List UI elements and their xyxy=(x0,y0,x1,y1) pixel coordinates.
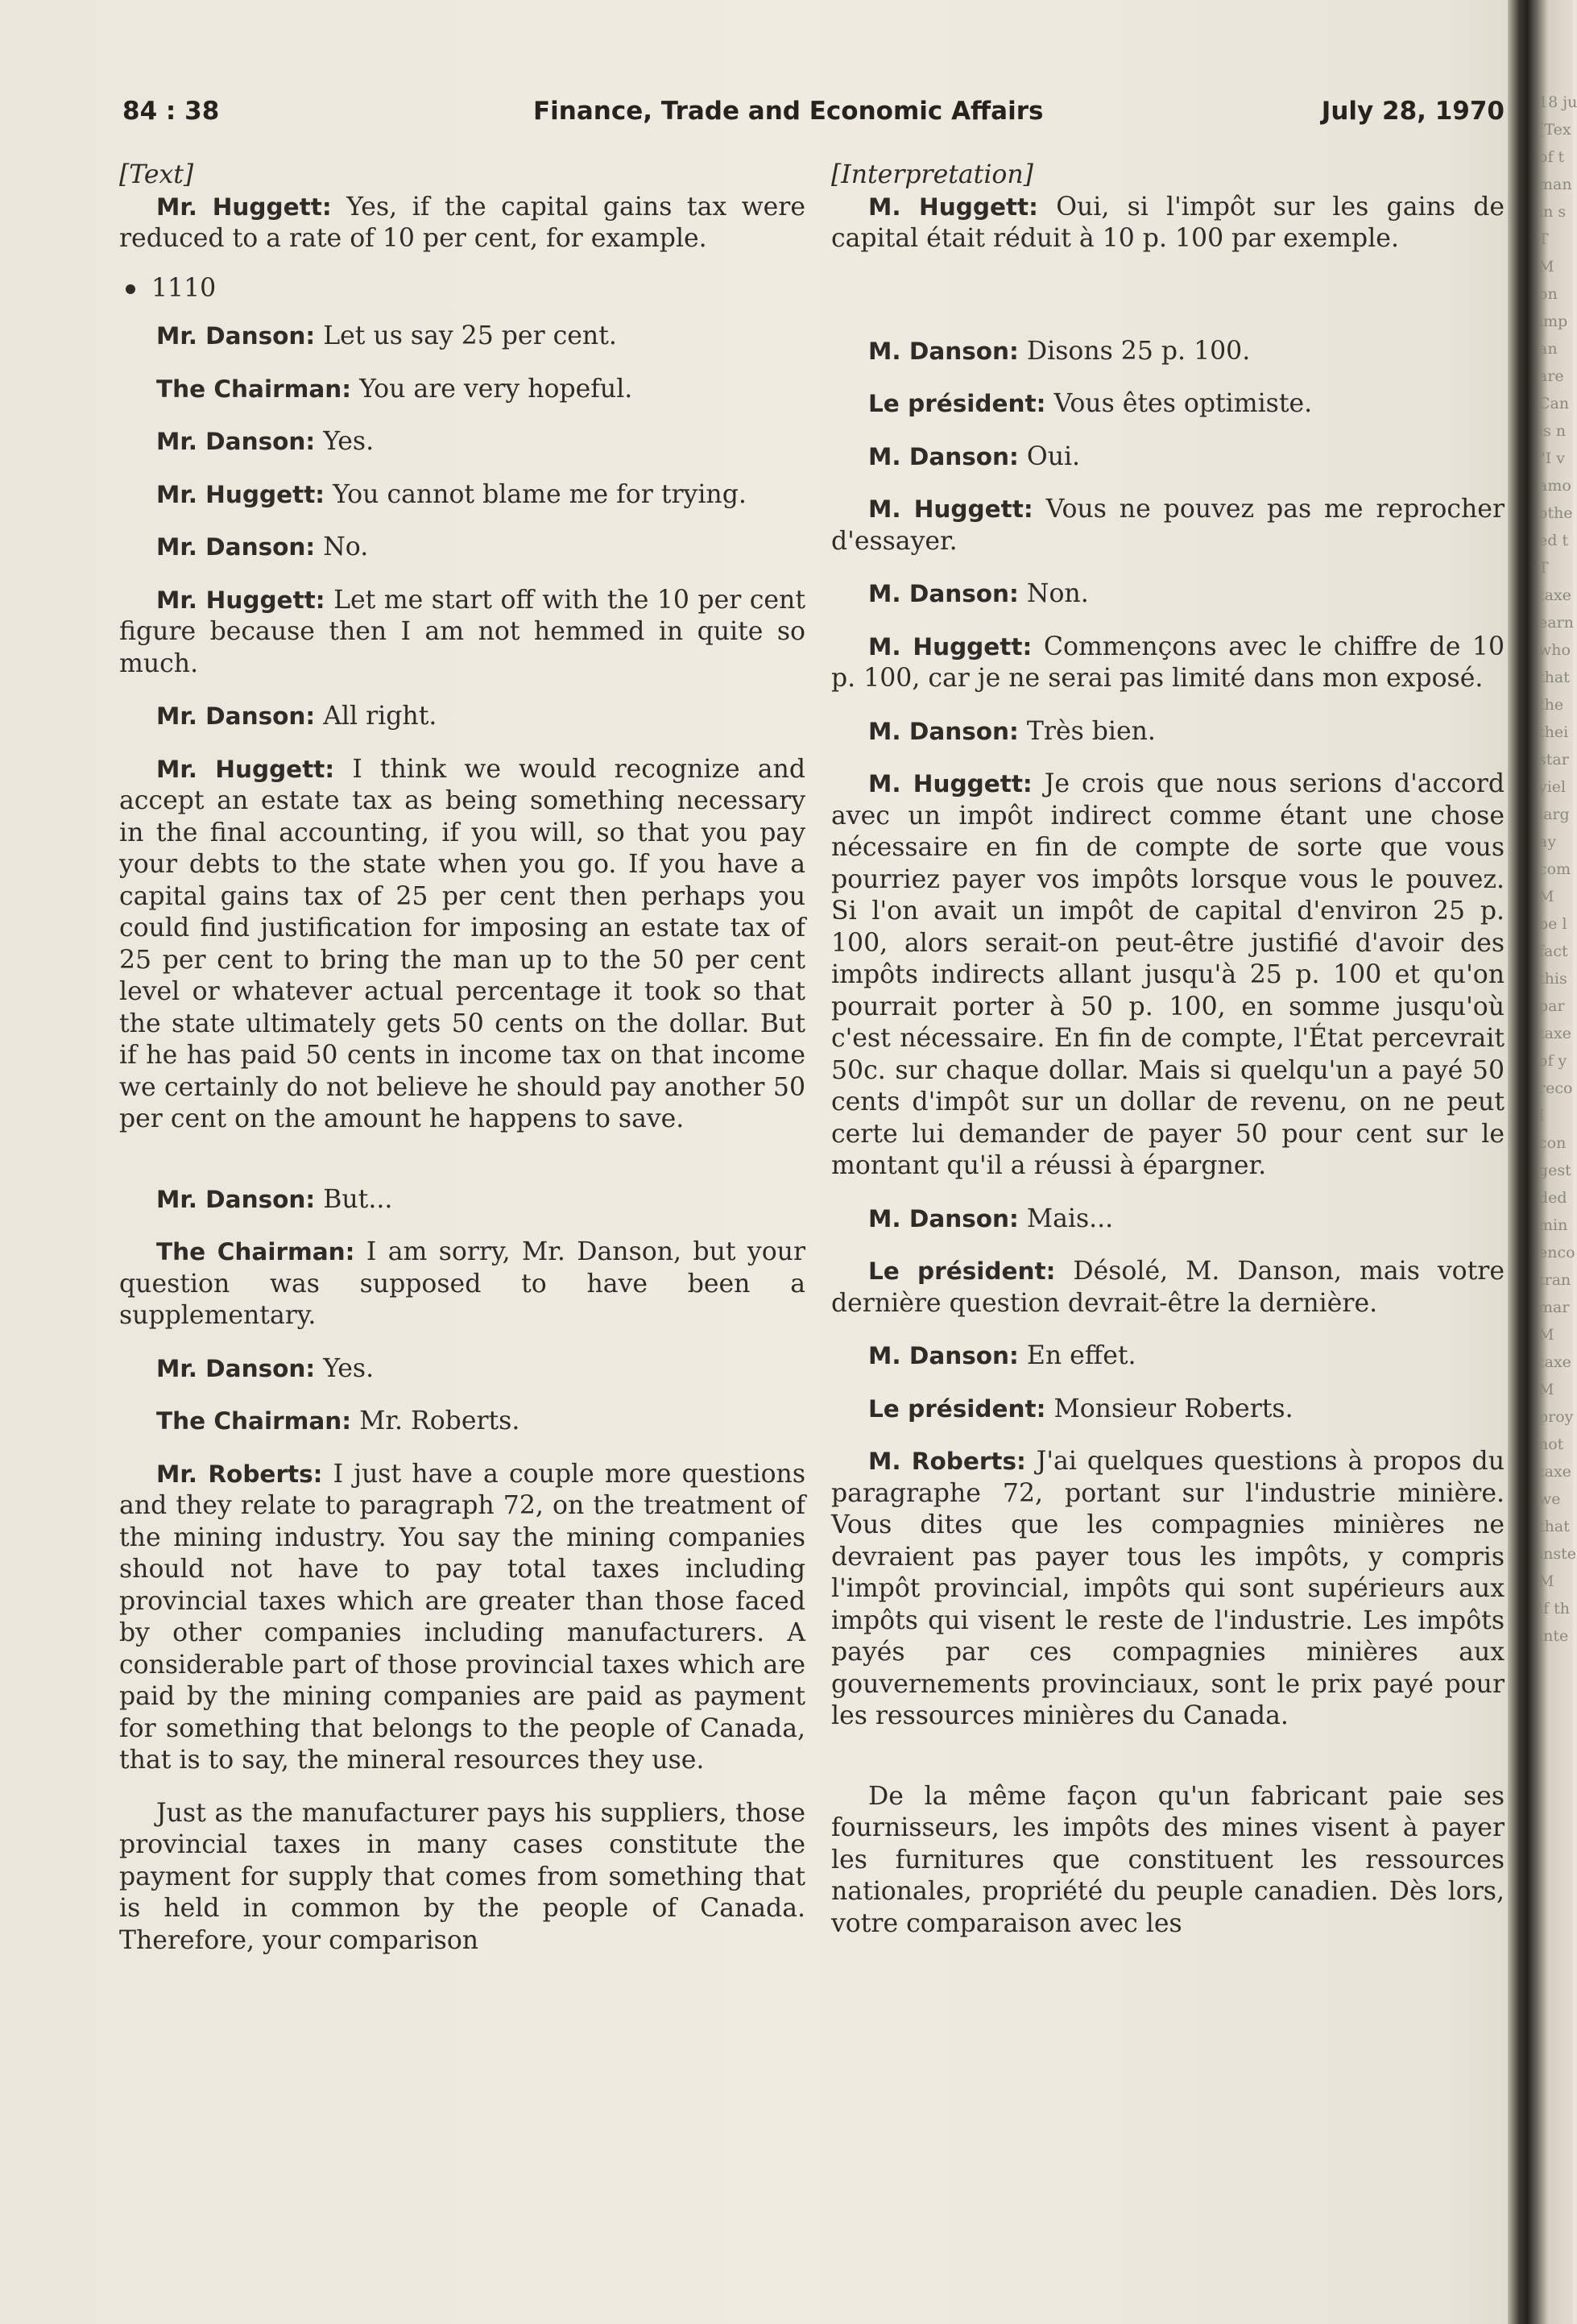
speaker: Mr. Danson: xyxy=(156,428,316,455)
bleed-fragment: this xyxy=(1538,970,1567,988)
paragraph xyxy=(119,479,805,512)
paragraph xyxy=(831,632,1505,695)
bleed-fragment: reco xyxy=(1538,1079,1573,1097)
bleed-fragment: M xyxy=(1538,1381,1554,1398)
bleed-fragment: enco xyxy=(1538,1244,1575,1261)
paragraph xyxy=(119,1798,805,1957)
speaker: Le président: xyxy=(868,1257,1056,1285)
statement: En effet. xyxy=(1026,1341,1136,1370)
statement: Désolé, M. Danson, mais votre dernière question devrait-être la dernière. xyxy=(831,1257,1505,1318)
bleed-fragment: proy xyxy=(1538,1408,1574,1426)
french-column xyxy=(831,159,1505,1940)
speaker: M. Danson: xyxy=(868,337,1019,365)
publication-title: Finance, Trade and Economic Affairs xyxy=(533,97,1044,126)
speaker: Mr. Danson: xyxy=(156,1354,316,1382)
speaker: The Chairman: xyxy=(156,1407,352,1435)
statement: You cannot blame me for trying. xyxy=(333,479,747,509)
speaker: The Chairman: xyxy=(156,1238,355,1266)
statement: Oui, si l'impôt sur les gains de capital était réduit à 10 p. 100 par exemple. xyxy=(831,192,1505,253)
bleed-fragment: the xyxy=(1538,696,1564,714)
statement: Je crois que nous serions d'accord avec un impôt indirect comme étant une chose nécessaire en fin de compte de sorte que vous pourriez payer vos impôts lorsque vous le pouvez. Si l'on avait un impôt de capital d'environ 25 p. 100, alors serait-on peut-être justifié d'avoir des impôts indirects allant jusqu'à 25 p. 100 et qu'on pourrait porter à 50 p. 100, en somme jusqu'où c'est nécessaire. En fin de compte, l'État percevrait 50c. sur chaque dollar. Mais si quelqu'un a payé 50 cents d'impôt sur un dollar de revenu, on ne peut certe lui demander de payer 50 pour cent sur le montant qu'il a réussi à épargner. xyxy=(831,769,1505,1180)
bleed-fragment: amo xyxy=(1538,477,1571,495)
statement: Vous ne pouvez pas me reprocher d'essayer. xyxy=(831,495,1505,556)
bleed-fragment: imp xyxy=(1538,313,1568,330)
statement: I am sorry, Mr. Danson, but your question was supposed to have been a supplementary. xyxy=(119,1237,806,1330)
paragraph xyxy=(831,768,1505,1183)
column-label: [Interpretation] xyxy=(831,160,1033,189)
bleed-fragment: ded xyxy=(1538,1189,1567,1207)
paragraph xyxy=(119,1237,805,1332)
paragraph xyxy=(119,532,805,564)
speaker: M. Roberts: xyxy=(868,1448,1026,1475)
speaker: The Chairman: xyxy=(156,375,352,403)
statement: Disons 25 p. 100. xyxy=(1026,336,1251,366)
bleed-fragment: mar xyxy=(1538,1299,1570,1316)
bleed-fragment: yiel xyxy=(1538,778,1567,796)
bleed-fragment: gest xyxy=(1538,1162,1571,1179)
statement: I just have a couple more questions and they relate to paragraph 72, on the treatment of the mining industry. You say the mining companies should not have to pay total taxes including provincial taxes which are greater than those faced by other companies including manufacturers. A considerable part of those provincial taxes which are paid by the mining companies are paid as payment for something that belongs to the people of Canada, that is to say, the mineral resources they use. xyxy=(119,1459,806,1775)
statement: Très bien. xyxy=(1026,716,1156,746)
paragraph xyxy=(831,1340,1505,1373)
statement: Commençons avec le chiffre de 10 p. 100, car je ne serai pas limité dans mon exposé. xyxy=(831,632,1505,693)
statement: De la même façon qu'un fabricant paie ses fournisseurs, les impôts des mines visent à payer les furnitures que constituent les ressources nationales, propriété du peuple canadien. Dès lors, votre comparaison avec les xyxy=(831,1781,1505,1938)
bleed-fragment: larg xyxy=(1538,806,1570,823)
statement: Mais... xyxy=(1026,1203,1114,1233)
page-number: 84 : 38 xyxy=(122,97,220,126)
bleed-fragment: I xyxy=(1538,1107,1545,1125)
bleed-fragment: if th xyxy=(1538,1600,1571,1618)
column-label: [Text] xyxy=(119,160,194,189)
bleed-fragment: that xyxy=(1538,669,1570,686)
speaker: M. Danson: xyxy=(868,1204,1019,1232)
bleed-fragment: par xyxy=(1538,997,1565,1015)
speaker: Le président: xyxy=(868,390,1046,417)
bleed-fragment: taxe xyxy=(1538,586,1571,604)
speaker: M. Danson: xyxy=(868,1342,1019,1369)
bleed-fragment: con xyxy=(1538,1134,1567,1152)
paragraph xyxy=(831,1446,1505,1733)
bleed-fragment: M xyxy=(1538,888,1554,905)
english-column xyxy=(119,159,805,1957)
bleed-fragment: we xyxy=(1538,1490,1561,1508)
statement: Yes. xyxy=(323,1353,375,1383)
bleed-fragment: ay xyxy=(1538,833,1557,851)
statement: Monsieur Roberts. xyxy=(1053,1394,1293,1423)
date: July 28, 1970 xyxy=(1321,97,1505,126)
speaker: M. Huggett: xyxy=(868,495,1033,523)
bleed-fragment: "I v xyxy=(1538,449,1566,467)
bleed-fragment: inte xyxy=(1538,1627,1569,1645)
paragraph xyxy=(831,336,1505,368)
bleed-fragment: inste xyxy=(1538,1545,1576,1563)
bullet-icon xyxy=(126,284,135,294)
paragraph xyxy=(831,1781,1505,1941)
paragraph xyxy=(119,1459,805,1777)
paragraph xyxy=(119,585,805,681)
speaker: Mr. Roberts: xyxy=(156,1460,323,1488)
paragraph xyxy=(119,192,805,255)
time-marker xyxy=(119,273,805,305)
paragraph xyxy=(831,578,1505,611)
bleed-fragment: thei xyxy=(1538,723,1569,741)
bleed-fragment: fact xyxy=(1538,942,1568,960)
bleed-fragment: 18 ju xyxy=(1538,93,1577,111)
paragraph xyxy=(119,1406,805,1438)
statement: Yes, if the capital gains tax were reduced to a rate of 10 per cent, for example. xyxy=(119,192,806,253)
statement: J'ai quelques questions à propos du paragraphe 72, portant sur l'industrie minière. Vous dites que les compagnies minières ne devraient pas payer tous les impôts, y compris l'impôt provincial, impôts qui sont supérieurs aux impôts qui visent le reste de l'industrie. Les impôts payés par ces compagnies minières aux gouvernements provinciaux, sont le prix payé pour les ressources minières du Canada. xyxy=(831,1447,1505,1730)
bleed-fragment: T xyxy=(1538,230,1549,248)
speaker: Mr. Danson: xyxy=(156,533,316,561)
paragraph xyxy=(119,321,805,353)
statement: No. xyxy=(323,532,369,561)
speaker: Mr. Danson: xyxy=(156,702,316,730)
statement: You are very hopeful. xyxy=(359,374,633,404)
speaker: Mr. Danson: xyxy=(156,322,316,350)
speaker: M. Danson: xyxy=(868,580,1019,607)
bleed-fragment: M xyxy=(1538,1326,1554,1344)
speaker: M. Huggett: xyxy=(868,632,1033,661)
bleed-fragment: othe xyxy=(1538,504,1573,522)
bleed-fragment: in s xyxy=(1538,203,1567,221)
paragraph xyxy=(831,1203,1505,1236)
bleed-fragment: taxe xyxy=(1538,1025,1571,1042)
bleed-fragment: min xyxy=(1538,1216,1568,1234)
statement: But... xyxy=(323,1184,393,1214)
paragraph xyxy=(119,426,805,458)
speaker: M. Huggett: xyxy=(868,770,1033,797)
statement: Vous êtes optimiste. xyxy=(1053,389,1313,418)
bleed-fragment: com xyxy=(1538,860,1571,878)
paragraph xyxy=(831,441,1505,474)
bleed-fragment: tran xyxy=(1538,1271,1571,1289)
statement: Just as the manufacturer pays his suppliers, those provincial taxes in many cases constitute the payment for supply that comes from something that is held in common by the people of Canada. Therefore, your comparison xyxy=(119,1798,805,1955)
bleed-fragment: [Tex xyxy=(1538,121,1571,139)
statement: Yes. xyxy=(323,427,375,456)
bleed-fragment: star xyxy=(1538,751,1569,768)
bleed-fragment: taxe xyxy=(1538,1353,1571,1371)
speaker: M. Huggett: xyxy=(868,193,1038,221)
statement: Oui. xyxy=(1026,441,1081,471)
speaker: M. Danson: xyxy=(868,442,1019,470)
paragraph xyxy=(831,494,1505,557)
bleed-fragment: on xyxy=(1538,285,1558,303)
statement: All right. xyxy=(323,702,437,731)
bleed-fragment: who xyxy=(1538,641,1571,659)
bleed-fragment: earn xyxy=(1538,614,1574,632)
speaker: Mr. Huggett: xyxy=(156,586,325,614)
paragraph xyxy=(119,701,805,733)
bleed-fragment: T xyxy=(1538,559,1549,577)
bleed-fragment: not xyxy=(1538,1435,1564,1453)
facing-page-bleed xyxy=(1538,89,1577,1650)
speaker: Mr. Danson: xyxy=(156,1185,316,1213)
bleed-fragment: is n xyxy=(1538,422,1567,440)
paragraph xyxy=(831,192,1505,255)
paragraph xyxy=(831,1256,1505,1319)
paragraph xyxy=(119,1184,805,1216)
bleed-fragment: M xyxy=(1538,1572,1554,1590)
bleed-fragment: an xyxy=(1538,340,1558,358)
paragraph xyxy=(119,1353,805,1386)
bleed-fragment: that xyxy=(1538,1518,1570,1535)
speaker: M. Danson: xyxy=(868,717,1019,745)
bleed-fragment: M xyxy=(1538,258,1554,275)
statement: Let us say 25 per cent. xyxy=(323,321,617,350)
speaker: Mr. Huggett: xyxy=(156,755,335,783)
bleed-fragment: ed t xyxy=(1538,532,1569,549)
paragraph xyxy=(119,374,805,406)
bleed-fragment: of t xyxy=(1538,148,1565,166)
bleed-fragment: of y xyxy=(1538,1052,1567,1070)
bleed-fragment: taxe xyxy=(1538,1463,1571,1481)
statement: Let me start off with the 10 per cent figure because then I am not hemmed in quite so much. xyxy=(119,585,806,678)
speaker: Mr. Huggett: xyxy=(156,193,332,221)
bleed-fragment: be l xyxy=(1538,915,1567,933)
bleed-fragment: man xyxy=(1538,176,1572,193)
running-header xyxy=(122,97,1505,129)
statement: Non. xyxy=(1026,579,1089,608)
time-stamp: 1110 xyxy=(151,273,217,303)
statement: I think we would recognize and accept an estate tax as being something necessary in the final accounting, if you will, so that you pay your debts to the state when you go. If you have a capital gains tax of 25 per cent then perhaps you could find justification for imposing an estate tax of 25 per cent to bring the man up to the 50 per cent level or whatever actual percentage it took so that the state ultimately gets 50 cents on the dollar. But if he has paid 50 cents in income tax on that income we certainly do not believe he should pay another 50 per cent on the amount he happens to save. xyxy=(119,754,806,1133)
speaker: Mr. Huggett: xyxy=(156,480,325,508)
paragraph xyxy=(831,716,1505,748)
speaker: Le président: xyxy=(868,1394,1046,1423)
bleed-fragment: are xyxy=(1538,367,1564,385)
paragraph xyxy=(831,388,1505,420)
bleed-fragment: Can xyxy=(1538,395,1570,412)
paragraph xyxy=(831,1394,1505,1426)
statement: Mr. Roberts. xyxy=(359,1406,520,1435)
paragraph xyxy=(119,754,805,1136)
